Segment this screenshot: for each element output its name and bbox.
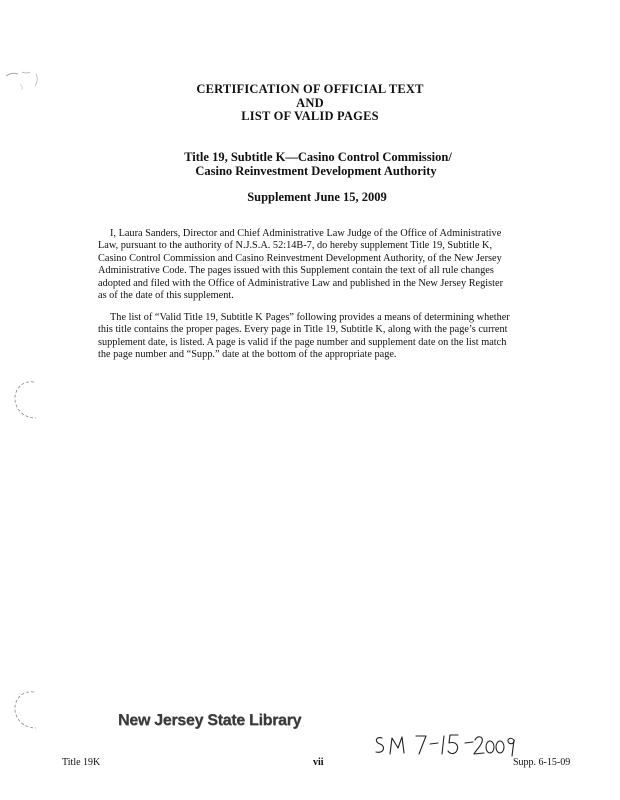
title-subtitle-line1: Title 19, Subtitle K—Casino Control Commission/	[184, 150, 452, 164]
paragraph-line: as of the date of this supplement.	[98, 290, 234, 302]
certification-heading-line3: LIST OF VALID PAGES	[241, 109, 379, 123]
footer-page-number: vii	[313, 757, 324, 768]
paragraph-line: Administrative Code. The pages issued with this Supplement contain the text of all rule changes	[98, 265, 494, 277]
supplement-date: Supplement June 15, 2009	[247, 190, 387, 204]
library-stamp: New Jersey State Library	[118, 712, 302, 729]
paragraph-line: Casino Control Commission and Casino Reinvestment Development Authority, of the New Jersey	[98, 252, 502, 264]
paragraph-line: the page number and “Supp.” date at the bottom of the appropriate page.	[98, 349, 397, 361]
paragraph-line: I, Laura Sanders, Director and Chief Administrative Law Judge of the Office of Administrative	[110, 228, 502, 239]
title-subtitle-line2: Casino Reinvestment Development Authority	[195, 164, 437, 178]
certification-heading-line2: AND	[296, 96, 324, 110]
valid-pages-paragraph	[98, 312, 538, 362]
paragraph-line: supplement date, is listed. A page is valid if the page number and supplement date on the list match	[98, 336, 507, 348]
footer-supplement: Supp. 6-15-09	[513, 757, 571, 768]
punch-hole-mark-middle	[8, 378, 44, 424]
certification-paragraph	[98, 228, 538, 302]
certification-heading-line1: CERTIFICATION OF OFFICIAL TEXT	[196, 82, 424, 96]
punch-hole-mark-bottom	[8, 688, 44, 734]
handwritten-signature-date	[372, 728, 522, 760]
paragraph-line: this title contains the proper pages. Every page in Title 19, Subtitle K, along with the page’s current	[98, 324, 508, 336]
paragraph-line: The list of “Valid Title 19, Subtitle K Pages” following provides a means of determining whether	[110, 312, 510, 323]
footer-title: Title 19K	[62, 757, 101, 768]
paragraph-line: Law, pursuant to the authority of N.J.S.A. 52:14B-7, do hereby supplement Title 19, Subtitle K,	[98, 240, 493, 252]
paragraph-line: adopted and filed with the Office of Administrative Law and published in the New Jersey Register	[98, 277, 504, 289]
